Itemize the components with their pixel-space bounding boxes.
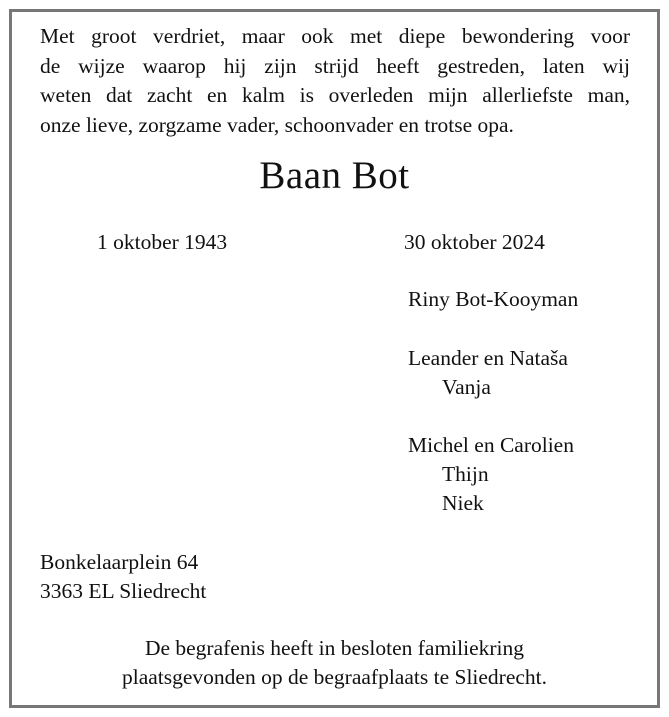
deceased-name: Baan Bot: [259, 154, 410, 197]
child-couple: Michel en Carolien: [408, 433, 574, 457]
address-street: Bonkelaarplein 64: [40, 550, 199, 574]
child-couple: Leander en Nataša: [408, 346, 568, 370]
intro-line: de wijze waarop hij zijn strijd heeft gestreden, laten wij: [40, 53, 630, 78]
intro-line: onze lieve, zorgzame vader, schoonvader en trotse opa.: [40, 112, 514, 137]
intro-text: [40, 22, 630, 140]
correspondence-address: [40, 548, 206, 606]
grandchild-name: Niek: [442, 491, 484, 515]
family-group-2: [408, 431, 574, 518]
funeral-line: De begrafenis heeft in besloten familiekring: [144, 636, 525, 660]
address-city: 3363 EL Sliedrecht: [40, 579, 207, 603]
intro-line: Met groot verdriet, maar ook met diepe bewondering voor: [40, 24, 630, 48]
family-spouse: [408, 285, 578, 314]
funeral-notice: [0, 634, 669, 692]
family-group-1: [408, 344, 568, 402]
death-date: 30 oktober 2024: [404, 230, 545, 254]
grandchild-name: Vanja: [442, 375, 491, 399]
grandchild-name: Thijn: [442, 462, 489, 486]
funeral-line: plaatsgevonden op de begraafplaats te Sliedrecht.: [121, 665, 548, 689]
birth-date: 1 oktober 1943: [97, 230, 228, 254]
intro-line: weten dat zacht en kalm is overleden mijn allerliefste man,: [40, 83, 630, 107]
spouse-name: Riny Bot-Kooyman: [408, 287, 579, 311]
